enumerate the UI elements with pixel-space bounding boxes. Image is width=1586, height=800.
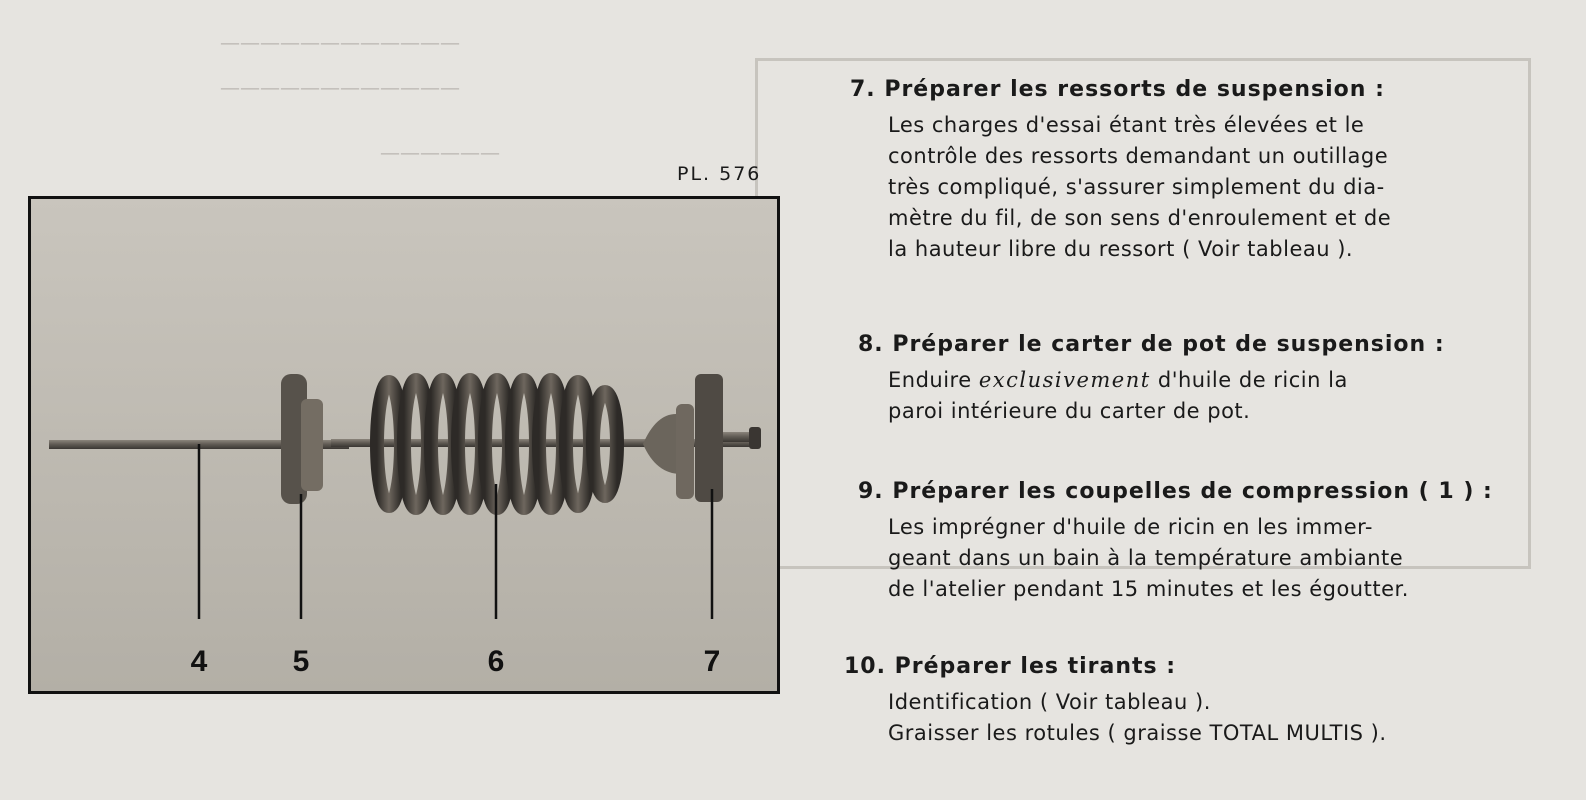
section-9: [858, 479, 1493, 605]
callout-5: 5: [292, 645, 310, 678]
section-9-body: [888, 512, 1493, 605]
section-10-line: Identification ( Voir tableau ).: [888, 690, 1211, 714]
section-7-line: mètre du fil, de son sens d'enroulement et de: [888, 206, 1392, 230]
bleed-through-text: ————————————: [220, 75, 460, 99]
section-10-heading: 10. Préparer les tirants :: [844, 654, 1177, 679]
section-10-body: [888, 687, 1387, 749]
callout-6: 6: [487, 645, 505, 678]
section-9-line: geant dans un bain à la température ambiante: [888, 546, 1404, 570]
section-9-heading: 9. Préparer les coupelles de compression ( 1 ) :: [858, 479, 1493, 504]
section-10-line: Graisser les rotules ( graisse TOTAL MULTIS ).: [888, 721, 1387, 745]
section-8-text: Enduire: [888, 368, 979, 392]
plate-code: PL. 576: [677, 163, 762, 185]
callout-7: 7: [703, 645, 721, 678]
bleed-through-text: ——————: [380, 140, 500, 164]
emphasis-text: exclusivement: [978, 368, 1151, 392]
section-8-heading: 8. Préparer le carter de pot de suspension :: [858, 332, 1445, 357]
figure-photo: [28, 196, 780, 694]
section-7-line: contrôle des ressorts demandant un outillage: [888, 144, 1389, 168]
section-7-line: la hauteur libre du ressort ( Voir tableau ).: [888, 237, 1354, 261]
section-7-body: [888, 110, 1391, 265]
bleed-through-text: ————————————: [220, 30, 460, 54]
section-7-heading: 7. Préparer les ressorts de suspension :: [850, 77, 1385, 102]
section-8: [858, 332, 1445, 427]
section-9-line: Les imprégner d'huile de ricin en les immer-: [888, 515, 1374, 539]
section-8-body: [888, 365, 1445, 427]
section-8-text: d'huile de ricin la: [1150, 368, 1348, 392]
section-10: [844, 654, 1387, 749]
section-9-line: de l'atelier pendant 15 minutes et les égoutter.: [888, 577, 1409, 601]
section-7-line: Les charges d'essai étant très élevées et le: [888, 113, 1365, 137]
section-8-line: paroi intérieure du carter de pot.: [888, 399, 1251, 423]
section-8-line: [888, 365, 1445, 396]
suspension-assembly-illustration: [31, 199, 777, 691]
section-7: [850, 77, 1391, 265]
section-7-line: très compliqué, s'assurer simplement du dia-: [888, 175, 1385, 199]
callout-4: 4: [190, 645, 208, 678]
